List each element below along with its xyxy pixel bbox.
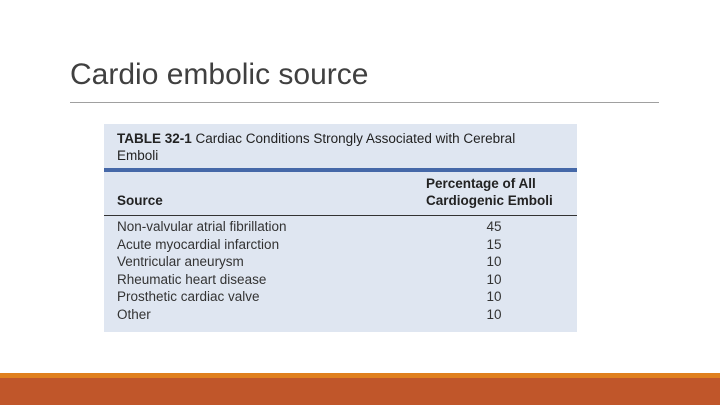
- cell-source: Acute myocardial infarction: [117, 236, 280, 252]
- table-row: [104, 272, 577, 290]
- table-row: [104, 289, 577, 307]
- cell-percentage: 10: [486, 306, 502, 322]
- table-body: [104, 219, 577, 325]
- cell-percentage: 45: [486, 219, 502, 234]
- table-row: [104, 237, 577, 255]
- table-number: TABLE 32-1: [117, 131, 192, 146]
- column-header-percentage: [426, 175, 571, 209]
- cell-percentage: 10: [486, 271, 502, 287]
- cell-percentage: 15: [486, 236, 502, 252]
- footer-band: [0, 378, 720, 405]
- cell-percentage: 10: [486, 289, 502, 305]
- table-figure: [104, 124, 577, 332]
- table-row: [104, 254, 577, 272]
- table-caption: [117, 130, 557, 164]
- header-divider: [104, 215, 577, 216]
- table-row: [104, 307, 577, 325]
- slide-title: Cardio embolic source: [70, 58, 369, 91]
- table-caption-text: Cardiac Conditions Strongly Associated with Cerebral Emboli: [117, 131, 516, 163]
- column-header-source: Source: [117, 193, 163, 208]
- column-header-percentage-line2: Cardiogenic Emboli: [426, 193, 553, 208]
- cell-source: Ventricular aneurysm: [117, 254, 244, 270]
- cell-source: Rheumatic heart disease: [117, 271, 267, 287]
- title-divider: [70, 102, 659, 103]
- cell-source: Prosthetic cardiac valve: [117, 289, 260, 305]
- cell-percentage: 10: [486, 254, 502, 270]
- cell-source: Non-valvular atrial fibrillation: [117, 219, 287, 234]
- cell-source: Other: [117, 306, 151, 322]
- column-header-percentage-line1: Percentage of All: [426, 176, 536, 191]
- caption-divider: [104, 168, 577, 172]
- table-row: [104, 219, 577, 237]
